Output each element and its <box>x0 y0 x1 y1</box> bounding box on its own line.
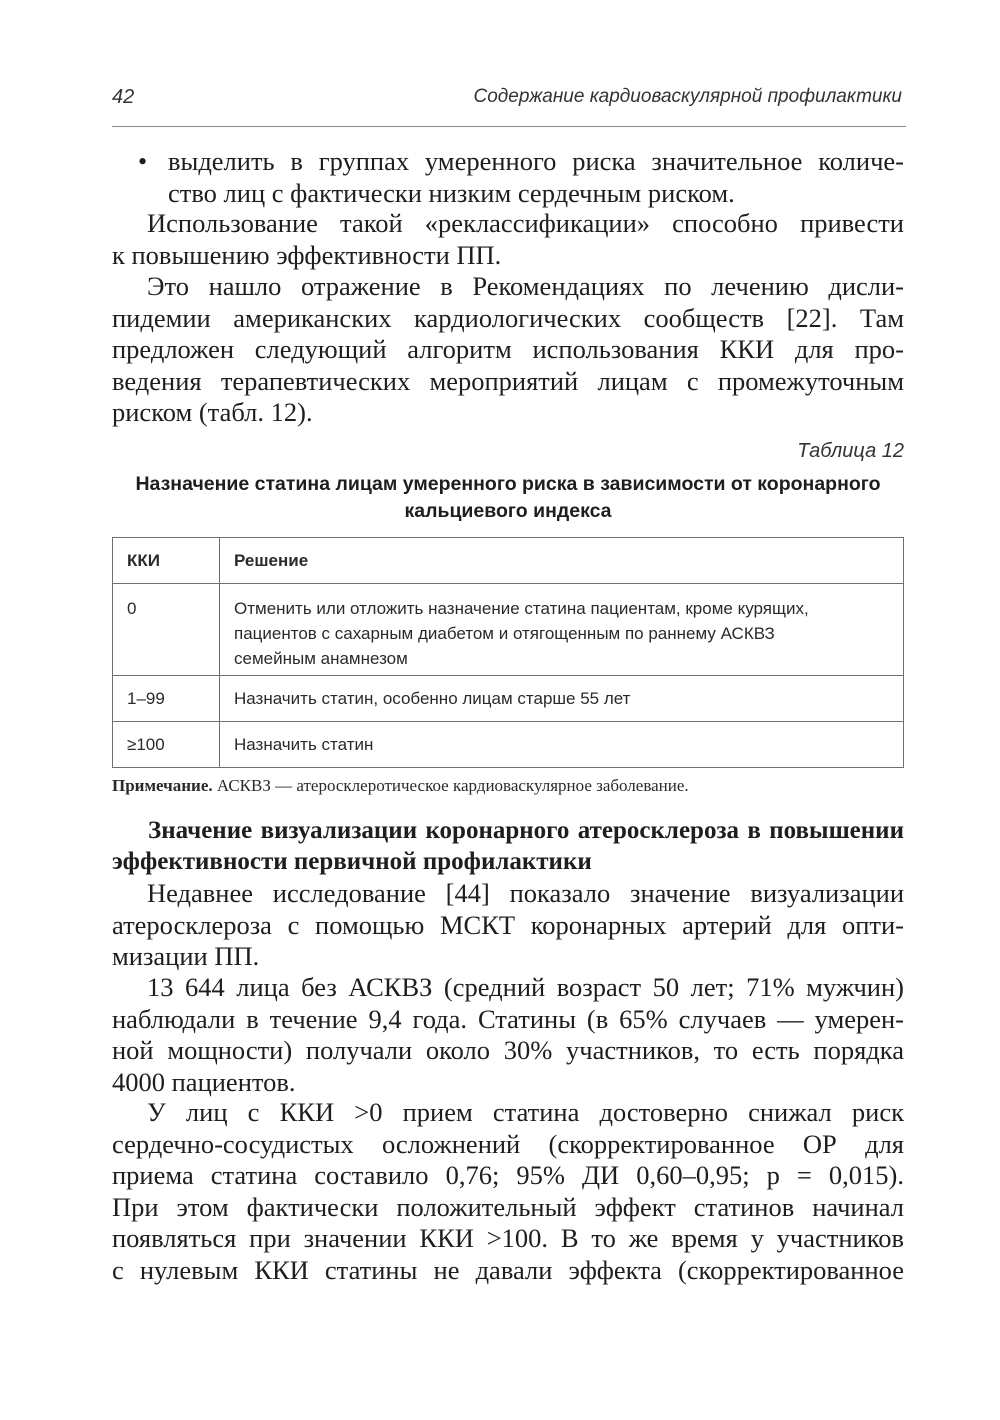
section-heading <box>112 815 904 877</box>
paragraph-recommendations <box>112 271 904 429</box>
table-row <box>113 676 904 722</box>
paragraph-line: 13 644 лица без АСКВЗ (средний возраст 50 лет; 71% мужчин) <box>147 972 904 1002</box>
table-title-line: кальциевого индекса <box>404 500 612 522</box>
paragraph-line: риском (табл. 12). <box>112 397 313 427</box>
decision-line: семейным анамнезом <box>234 649 408 668</box>
bullet-line: выделить в группах умеренного риска значительное количе- <box>168 146 904 176</box>
paragraph-line: У лиц с ККИ >0 прием статина достоверно снижал риск <box>147 1097 904 1127</box>
table-row <box>113 722 904 768</box>
paragraph-cohort <box>112 972 904 1098</box>
table-row <box>113 584 904 676</box>
section-heading-line: эффективности первичной профилактики <box>112 848 592 875</box>
paragraph-line: с нулевым ККИ статины не давали эффекта (скорректированное <box>112 1254 904 1285</box>
running-title: Содержание кардиоваскулярной профилактики <box>473 86 902 107</box>
paragraph-line: 4000 пациентов. <box>112 1066 296 1097</box>
paragraph-reclassification <box>112 208 904 271</box>
note-text: АСКВЗ — атеросклеротическое кардиоваскулярное заболевание. <box>212 776 689 795</box>
table-caption: Таблица 12 <box>797 440 904 462</box>
paragraph-results <box>112 1097 904 1286</box>
decision-line: Отменить или отложить назначение статина пациентам, кроме курящих, <box>234 599 809 618</box>
cell-decision: Назначить статин <box>220 722 904 768</box>
table-note <box>112 776 689 796</box>
cell-kki: ≥100 <box>113 722 220 768</box>
bullet-item <box>140 146 904 209</box>
column-header-decision: Решение <box>220 538 904 584</box>
decision-line: пациентов с сахарным диабетом и отягощенным по раннему АСКВЗ <box>234 624 775 643</box>
cell-decision: Назначить статин, особенно лицам старше 55 лет <box>220 676 904 722</box>
paragraph-line: приема статина составило 0,76; 95% ДИ 0,60–0,95; p = 0,015). <box>112 1160 904 1190</box>
paragraph-line: пидемии американских кардиологических сообществ [22]. Там <box>112 302 904 333</box>
paragraph-line: ведения терапевтических мероприятий лицам с промежуточным <box>112 365 904 396</box>
paragraph-line: появляться при значении ККИ >100. В то же время у участников <box>112 1223 904 1253</box>
running-header <box>112 86 906 127</box>
paragraph-line: Это нашло отражение в Рекомендациях по лечению дисли- <box>147 271 904 301</box>
section-heading-line: Значение визуализации коронарного атеросклероза в повышении <box>148 817 904 844</box>
paragraph-line: мизации ПП. <box>112 941 260 971</box>
statin-decision-table <box>112 537 904 768</box>
table-title-line: Назначение статина лицам умеренного риска в зависимости от коронарного <box>135 473 881 495</box>
bullet-line: ство лиц с фактически низким сердечным риском. <box>168 177 735 208</box>
cell-kki: 1–99 <box>113 676 220 722</box>
cell-kki: 0 <box>113 584 220 676</box>
paragraph-line: ной мощности) получали около 30% участников, то есть порядка <box>112 1035 904 1065</box>
paragraph-recent-study <box>112 878 904 973</box>
cell-decision <box>220 584 904 676</box>
table-title <box>112 471 904 525</box>
paragraph-line: атеросклероза с помощью МСКТ коронарных артерий для опти- <box>112 909 904 940</box>
paragraph-line: Использование такой «реклассификации» способно привести <box>147 208 904 238</box>
paragraph-line: сердечно-сосудистых осложнений (скорректированное ОР для <box>112 1128 904 1159</box>
page-number: 42 <box>112 86 135 108</box>
paragraph-line: наблюдали в течение 9,4 года. Статины (в 65% случаев — умерен- <box>112 1003 904 1034</box>
paragraph-line: Недавнее исследование [44] показало значение визуализации <box>147 878 904 908</box>
paragraph-line: предложен следующий алгоритм использования ККИ для про- <box>112 334 904 364</box>
column-header-kki: ККИ <box>113 538 220 584</box>
bullet-dot-icon: • <box>138 147 148 176</box>
table-header-row <box>113 538 904 584</box>
paragraph-line: При этом фактически положительный эффект статинов начинал <box>112 1191 904 1222</box>
paragraph-line: к повышению эффективности ПП. <box>112 239 502 270</box>
note-label: Примечание. <box>112 776 213 795</box>
